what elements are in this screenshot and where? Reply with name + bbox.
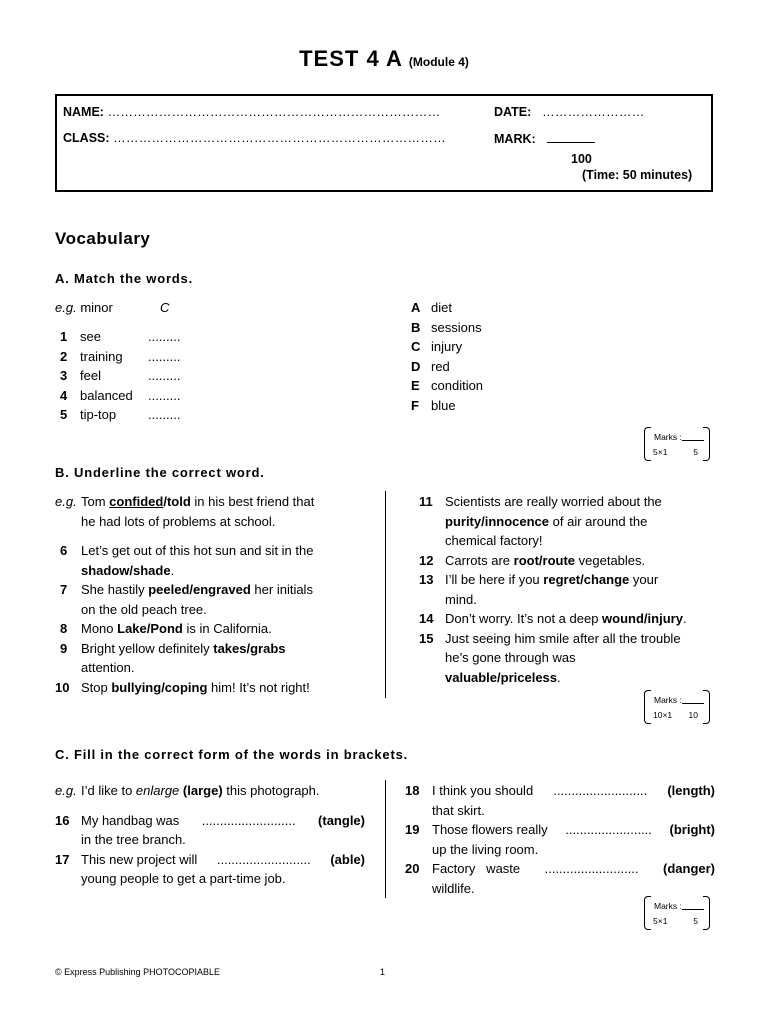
choice-words[interactable]: peeled/engraved — [148, 582, 251, 597]
part-b-right-column: 11 Scientists are really worried about the purity/innocence of air around the chemical factory! 12 Carrots are root/route vegetables. 13 I’ll be here if you regret/change your mind. 14 Don’t worry. It’s not a deep wound/injury. 15 Just seeing him smile after all the trouble he’s gone through was valuable/priceless. — [419, 492, 719, 687]
question-10: 10 Stop bullying/coping him! It’s not right! — [55, 679, 310, 695]
mark-total: 100 — [571, 152, 592, 166]
answer-blank[interactable]: ......... — [148, 329, 181, 344]
question-18: 18 I think you should .......................... (length) — [405, 781, 715, 801]
column-divider — [385, 780, 386, 898]
list-item: B sessions — [411, 319, 482, 335]
answer-blank[interactable]: ......... — [148, 348, 181, 364]
marks-blank[interactable] — [682, 909, 704, 910]
question-16: 16 My handbag was .......................... (tangle) — [55, 811, 365, 831]
marks-box-b: Marks : 10×1 10 — [644, 690, 710, 724]
date-row: DATE: …………………… — [494, 105, 645, 119]
part-a-items — [60, 327, 181, 425]
part-a-heading: A. Match the words. — [55, 271, 193, 286]
choice-words[interactable]: purity/innocence — [445, 513, 550, 529]
list-item: E condition — [411, 378, 484, 393]
page-title — [0, 46, 768, 72]
answer-blank[interactable]: .......................... — [216, 851, 311, 867]
choice-words[interactable]: valuable/priceless — [445, 669, 558, 685]
part-c-left-column: e.g. I’d like to enlarge (large) this photograph. 16 My handbag was .......................... (tangle) in the tree branch. 17 This new project will .......................... (able) young people to get a part-time job. — [55, 783, 365, 886]
question-15: 15 Just seeing him smile after all the trouble — [419, 630, 681, 646]
choice-words[interactable]: Lake/Pond — [117, 621, 183, 636]
date-field[interactable]: …………………… — [542, 105, 645, 119]
mark-field[interactable] — [547, 130, 595, 143]
list-item: 3 feel ......... — [60, 368, 181, 383]
answer-blank[interactable]: ......... — [148, 368, 181, 383]
list-item: C injury — [411, 339, 463, 354]
list-item: F blue — [411, 397, 456, 413]
part-a-example: e.g. minor C — [55, 300, 170, 315]
marks-box-c: Marks : 5×1 5 — [644, 896, 710, 930]
example-line: e.g. Tom confided/told in his best friend that — [55, 494, 315, 509]
test-title: TEST 4 A — [299, 46, 403, 71]
list-item: 4 balanced ......... — [60, 387, 181, 403]
question-8: 8 Mono Lake/Pond is in California. — [60, 621, 272, 636]
question-17: 17 This new project will .......................... (able) — [55, 850, 365, 870]
part-c-heading: C. Fill in the correct form of the words in brackets. — [55, 747, 409, 762]
part-b-heading: B. Underline the correct word. — [55, 465, 265, 480]
question-20: 20 Factory waste .......................... (danger) — [405, 859, 715, 879]
question-9: 9 Bright yellow definitely takes/grabs — [60, 640, 286, 656]
name-field[interactable]: …………………………………………………………………… — [107, 105, 441, 119]
list-item: 5 tip-top ......... — [60, 407, 181, 422]
choice-words[interactable]: wound/injury — [602, 611, 683, 626]
list-item: 1 see ......... — [60, 329, 181, 344]
choice-words[interactable]: root/route — [513, 552, 576, 568]
page-number: 1 — [380, 967, 386, 977]
list-item: 2 training ......... — [60, 348, 181, 364]
list-item: D red — [411, 358, 450, 374]
question-6: 6 Let’s get out of this hot sun and sit in the — [60, 543, 314, 558]
part-b-left-column: e.g. Tom confided/told in his best friend that he had lots of problems at school. 6 Let’s get out of this hot sun and sit in the shadow/shade. 7 She hastily peeled/engraved her initials on the old peach tree. 8 Mono Lake/Pond is in California. 9 Bright yellow definitely takes/grabs attention. 10 Stop bullying/coping him! It’s not right! — [55, 492, 375, 697]
choice-words[interactable]: shadow/shade — [81, 562, 171, 578]
part-a-options — [411, 298, 483, 415]
question-19: 19 Those flowers really ........................ (bright) — [405, 820, 715, 840]
name-row: NAME: …………………………………………………………………… — [63, 105, 441, 119]
student-info-box — [55, 94, 713, 192]
section-heading: Vocabulary — [55, 229, 151, 248]
part-c-right-column: 18 I think you should .......................... (length) that skirt. 19 Those flowers really ........................ (bright) up the living room. 20 Factory waste .......................... (danger) wildlife. — [405, 783, 715, 896]
answer-blank[interactable]: .......................... — [544, 861, 639, 876]
footer-copyright: © Express Publishing PHOTOCOPIABLE — [55, 967, 221, 977]
marks-blank[interactable] — [682, 703, 704, 704]
marks-box-a: Marks : 5×1 5 — [644, 427, 710, 461]
choice-words[interactable]: takes/grabs — [213, 640, 286, 656]
question-11: 11 Scientists are really worried about the — [419, 494, 662, 509]
question-13: 13 I’ll be here if you regret/change your — [419, 572, 659, 587]
question-14: 14 Don’t worry. It’s not a deep wound/injury. — [419, 611, 687, 626]
class-row: CLASS: …………………………………………………………………… — [63, 131, 446, 145]
example-line: e.g. I’d like to enlarge (large) this photograph. — [55, 783, 320, 798]
list-item: A diet — [411, 300, 452, 315]
question-12: 12 Carrots are root/route vegetables. — [419, 552, 646, 568]
question-7: 7 She hastily peeled/engraved her initials — [60, 582, 313, 597]
module-label: (Module 4) — [408, 55, 469, 69]
class-field[interactable]: …………………………………………………………………… — [113, 131, 446, 145]
answer-blank[interactable]: ........................ — [565, 822, 652, 837]
mark-row: MARK: — [494, 130, 595, 146]
choice-words[interactable]: bullying/coping — [111, 679, 208, 695]
marks-blank[interactable] — [682, 440, 704, 441]
choice-words[interactable]: regret/change — [543, 572, 630, 587]
column-divider — [385, 491, 386, 698]
answer-blank[interactable]: .......................... — [553, 783, 648, 798]
answer-blank[interactable]: .......................... — [201, 812, 296, 828]
time-limit: (Time: 50 minutes) — [582, 168, 693, 182]
answer-blank[interactable]: ......... — [148, 407, 181, 422]
answer-blank[interactable]: ......... — [148, 387, 181, 403]
